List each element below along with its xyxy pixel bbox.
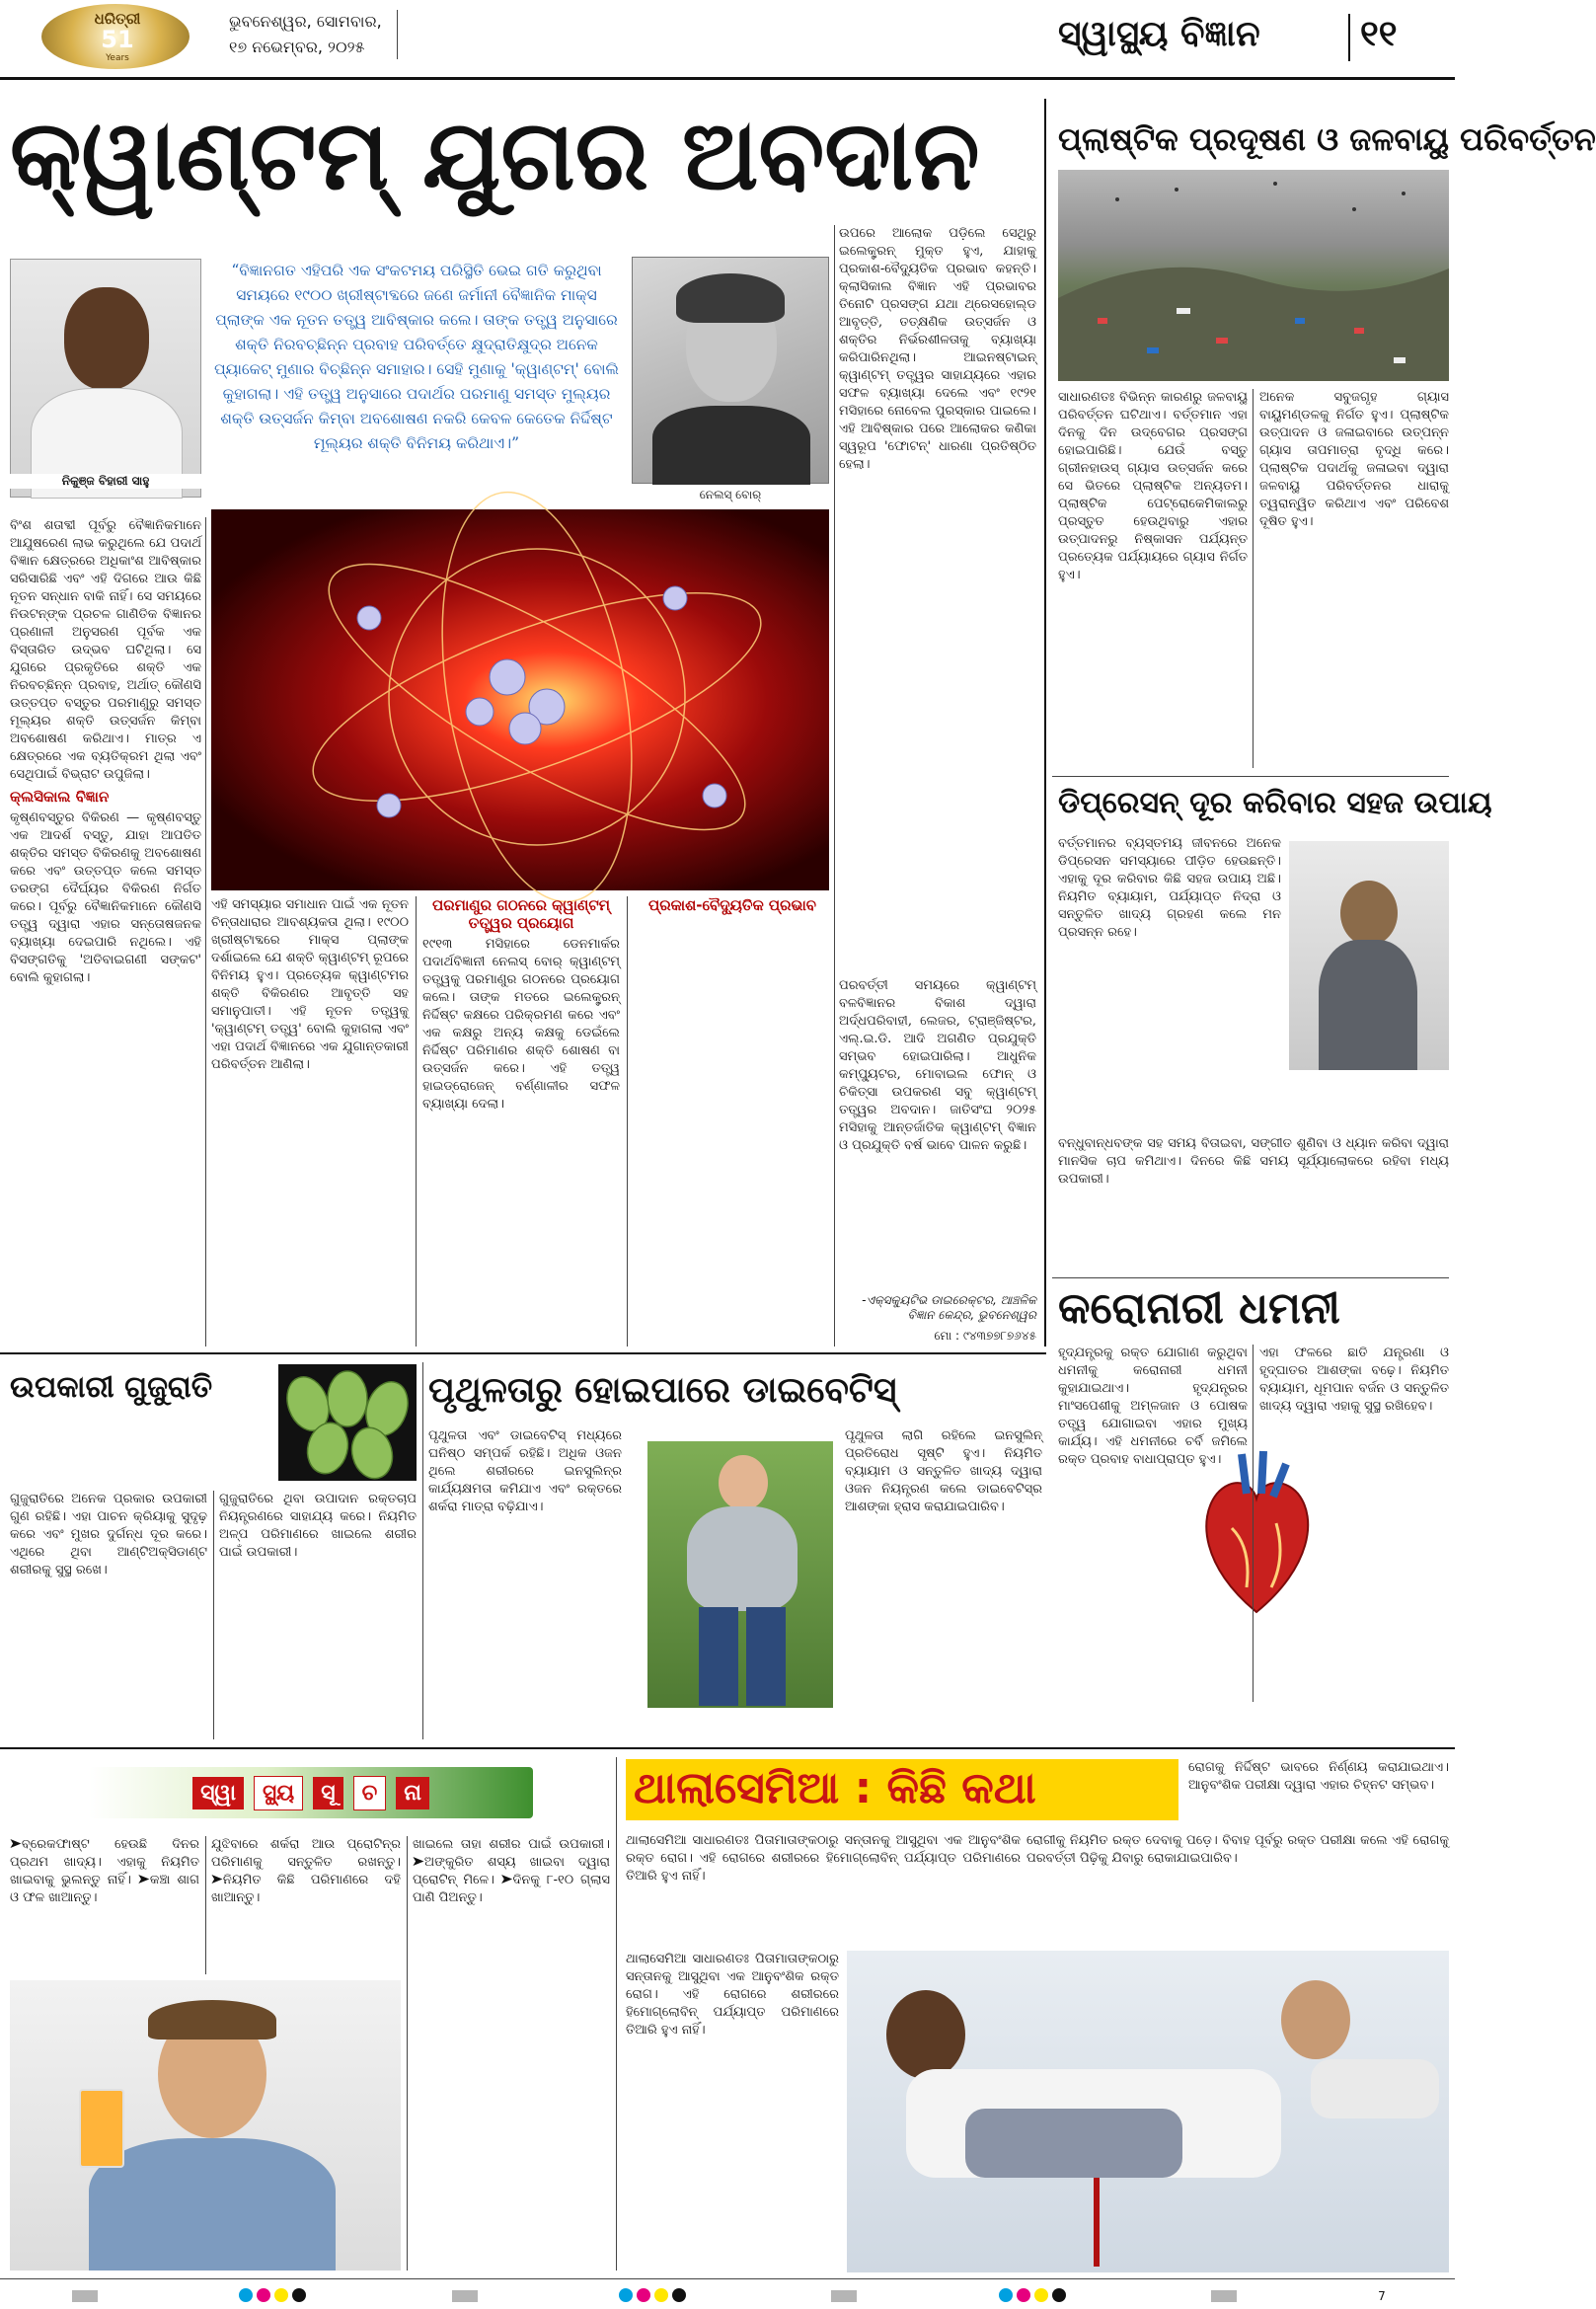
tips-col1 — [10, 1836, 199, 1974]
thal-col1 — [626, 1832, 1021, 1945]
tips-col2-para: ଯୁଝିବାରେ ଶର୍କରା ଆଉ ପ୍ରୋଟିନ୍‌ର ପରିମାଣକୁ ସନ୍ତୁଳିତ ରଖନ୍ତୁ। ➤ନିୟମିତ କିଛି ପରିମାଣରେ ଦହି ଖାଆନ୍ତୁ। — [211, 1837, 401, 1905]
tips-badge-char-1: ସ୍ୱା — [192, 1777, 244, 1809]
bohr-photo — [632, 257, 829, 484]
thal-photo — [847, 1951, 1449, 2272]
plastic-col1 — [1058, 389, 1248, 768]
tips-badge-char-2: ସ୍ଥ୍ୟ — [254, 1776, 303, 1810]
tips-badge — [89, 1767, 533, 1818]
thal-col2 — [1026, 1832, 1449, 1945]
page-mark: 7 — [1378, 2289, 1386, 2303]
diabetes-col1 — [428, 1427, 622, 1739]
section-title: ସ୍ୱାସ୍ଥ୍ୟ ବିଜ୍ଞାନ — [1058, 14, 1260, 54]
lead-col1b-para: କୃଷ୍ଣବସ୍ତୁର ବିକିରଣ — କୃଷ୍ଣବସ୍ତୁ ଏକ ଆଦର୍ଶ ବସ୍ତୁ, ଯାହା ଆପତିତ ଶକ୍ତିର ସମସ୍ତ ବିକିରଣକୁ ଅବଶୋଷଣ କରେ ଏବଂ ଉତ୍ତପ୍ତ କଲେ ସମସ୍ତ ତରଙ୍ଗ ଦୈର୍ଘ୍ୟର ବିକିରଣ ନିର୍ଗତ କରେ। ପୂର୍ବରୁ ବୈଜ୍ଞାନିକମାନେ କୌଣସି ତତ୍ତ୍ୱ ଦ୍ୱାରା ଏହାର ସନ୍ତୋଷଜନକ ବ୍ୟାଖ୍ୟା ଦେଇପାରି ନଥିଲେ। ଏହି ବିସଙ୍ଗତିକୁ 'ଅତିବାଇଗଣୀ ସଙ୍କଟ' ବୋଲି କୁହାଗଲା। — [10, 810, 201, 985]
plastic-headline: ପ୍ଲାଷ୍ଟିକ ପ୍ରଦୂଷଣ ଓ ଜଳବାୟୁ ପରିବର୍ତ୍ତନ — [1058, 120, 1596, 158]
author-photo — [10, 259, 201, 498]
lead-col4-lower — [634, 896, 831, 1347]
corona-headline: କରୋନାରୀ ଧମନୀ — [1058, 1283, 1340, 1334]
author-caption: ନିକୁଞ୍ଜ ବିହାରୀ ସାହୁ — [10, 474, 201, 489]
plastic-col2 — [1259, 389, 1449, 768]
bohr-caption: ନେଲସ୍ ବୋର୍ — [699, 488, 762, 501]
lead-col2 — [211, 896, 409, 1347]
corona-col2-para: ଏହା ଫଳରେ ଛାତି ଯନ୍ତ୍ରଣା ଓ ହୃଦ୍‌ଘାତର ଆଶଙ୍କା ବଢ଼େ। ନିୟମିତ ବ୍ୟାୟାମ, ଧୂମପାନ ବର୍ଜନ ଓ ସନ୍ତୁଳିତ ଖାଦ୍ୟ ଦ୍ୱାରା ଏହାକୁ ସୁସ୍ଥ ରଖିହେବ। — [1259, 1346, 1449, 1414]
lead-subhead1: କ୍ଲସିକାଲ ବିଜ୍ଞାନ — [10, 788, 110, 806]
depression-col2-para: ବନ୍ଧୁବାନ୍ଧବଙ୍କ ସହ ସମୟ ବିତାଇବା, ସଙ୍ଗୀତ ଶୁଣିବା ଓ ଧ୍ୟାନ କରିବା ଦ୍ୱାରା ମାନସିକ ଚାପ କମିଥାଏ। ଦିନରେ କିଛି ସମୟ ସୂର୍ଯ୍ୟାଲୋକରେ ରହିବା ମଧ୍ୟ ଉପକାରୀ। — [1058, 1136, 1449, 1187]
lead-phone: ମୋ : ୯୪୩୭୭୮୭୬୪୫ — [934, 1329, 1036, 1343]
cardamom-col1-para: ଗୁଜୁରାତିରେ ଅନେକ ପ୍ରକାର ଉପକାରୀ ଗୁଣ ରହିଛି। ଏହା ପାଚନ କ୍ରିୟାକୁ ସୁଦୃଢ଼ କରେ ଏବଂ ମୁଖର ଦୁର୍ଗନ୍ଧ ଦୂର କରେ। ଏଥିରେ ଥିବା ଆଣ୍ଟିଅକ୍ସିଡାଣ୍ଟ ଶରୀରକୁ ସୁସ୍ଥ ରଖେ। — [10, 1492, 207, 1578]
lead-col2-para: ଏହି ସମସ୍ୟାର ସମାଧାନ ପାଇଁ ଏକ ନୂତନ ଚିନ୍ତାଧାରାର ଆବଶ୍ୟକତା ଥିଲା। ୧୯୦୦ ଖ୍ରୀଷ୍ଟାବ୍ଦରେ ମାକ୍ସ ପ୍ଲାଙ୍କ ଦର୍ଶାଇଲେ ଯେ ଶକ୍ତି କ୍ୱାଣ୍ଟମ୍ ରୂପରେ ବିନିମୟ ହୁଏ। ପ୍ରତ୍ୟେକ କ୍ୱାଣ୍ଟମର ଶକ୍ତି ବିକିରଣର ଆବୃତ୍ତି ସହ ସମାନୁପାତୀ। ଏହି ନୂତନ ତତ୍ତ୍ୱକୁ 'କ୍ୱାଣ୍ଟମ୍ ତତ୍ତ୍ୱ' ବୋଲି କୁହାଗଲା ଏବଂ ଏହା ପଦାର୍ଥ ବିଜ୍ଞାନରେ ଏକ ଯୁଗାନ୍ତକାରୀ ପରିବର୍ତ୍ତନ ଆଣିଲା। — [211, 897, 409, 1072]
depression-headline: ଡିପ୍ରେସନ୍ ଦୂର କରିବାର ସହଜ ଉପାୟ — [1058, 786, 1492, 820]
thal-col3-para: ଥାଲାସେମିଆ ସାଧାରଣତଃ ପିତାମାତାଙ୍କଠାରୁ ସନ୍ତାନକୁ ଆସୁଥିବା ଏକ ଆନୁବଂଶିକ ରକ୍ତ ରୋଗ। ଏହି ରୋଗରେ ଶରୀରରେ ହିମୋଗ୍ଲୋବିନ୍ ପର୍ଯ୍ୟାପ୍ତ ପରିମାଣରେ ତିଆରି ହୁଏ ନାହିଁ। — [626, 1952, 839, 2038]
depression-col1 — [1058, 835, 1281, 1131]
lead-subhead3: ପ୍ରକାଶ-ବୈଦ୍ୟୁତିକ ପ୍ରଭାବ — [648, 896, 816, 914]
masthead — [0, 0, 1455, 79]
logo-number: 51 — [101, 26, 134, 53]
corona-col1-para: ହୃଦ୍‌ଯନ୍ତ୍ରକୁ ରକ୍ତ ଯୋଗାଣ କରୁଥିବା ଧମନୀକୁ କରୋନାରୀ ଧମନୀ କୁହାଯାଇଥାଏ। ହୃଦ୍‌ଯନ୍ତ୍ରର ମାଂସପେଶୀକୁ ଅମ୍ଳଜାନ ଓ ପୋଷକ ତତ୍ତ୍ୱ ଯୋଗାଇବା ଏହାର ମୁଖ୍ୟ କାର୍ଯ୍ୟ। ଏହି ଧମନୀରେ ଚର୍ବି ଜମିଲେ ରକ୍ତ ପ୍ରବାହ ବାଧାପ୍ରାପ୍ତ ହୁଏ। — [1058, 1346, 1248, 1467]
lead-quote: “ବିଜ୍ଞାନଗତ ଏହିପରି ଏକ ସଂକଟମୟ ପରିସ୍ଥିତି ଭେଇ ଗତି କରୁଥିବା ସମୟରେ ୧୯୦୦ ଖ୍ରୀଷ୍ଟାବ୍ଦରେ ଜଣେ ଜର୍ମାନୀ ବୈଜ୍ଞାନିକ ମାକ୍ସ ପ୍ଲାଙ୍କ ଏକ ନୂତନ ତତ୍ତ୍ୱ ଆବିଷ୍କାର କଲେ। ତାଙ୍କ ତତ୍ତ୍ୱ ଅନୁସାରେ ଶକ୍ତି ନିରବଚ୍ଛିନ୍ନ ପ୍ରବାହ ପରିବର୍ତ୍ତେ କ୍ଷୁଦ୍ରାତିକ୍ଷୁଦ୍ର ଅନେକ ପ୍ୟାକେଟ୍ ମୁଣାର ବିଚ୍ଛିନ୍ନ ସମାହାର। ସେହି ମୁଣାକୁ 'କ୍ୱାଣ୍ଟମ୍' ବୋଲି କୁହାଗଲା। ଏହି ତତ୍ତ୍ୱ ଅନୁସାରେ ପଦାର୍ଥର ପରମାଣୁ ସମସ୍ତ ମୁଲ୍ୟର ଶକ୍ତି ଉତ୍ସର୍ଜନ କିମ୍ବା ଅବଶୋଷଣ ନକରି କେବଳ କେତେକ ନିର୍ଦ୍ଦିଷ୍ଟ ମୂଲ୍ୟର ଶକ୍ତି ବିନିମୟ କରିଥାଏ।” — [213, 262, 620, 452]
tips-col1-para: ➤ବ୍ରେକଫାଷ୍ଟ ହେଉଛି ଦିନର ପ୍ରଥମ ଖାଦ୍ୟ। ଏହାକୁ ନିୟମିତ ଖାଇବାକୁ ଭୁଲନ୍ତୁ ନାହିଁ। ➤କଞ୍ଚା ଶାଗ ଓ ଫଳ ଖାଆନ୍ତୁ। — [10, 1837, 199, 1905]
depression-col1-para: ବର୍ତ୍ତମାନର ବ୍ୟସ୍ତମୟ ଜୀବନରେ ଅନେକ ଡିପ୍ରେସନ ସମସ୍ୟାରେ ପୀଡ଼ିତ ହେଉଛନ୍ତି। ଏହାକୁ ଦୂର କରିବାର କିଛି ସହଜ ଉପାୟ ଅଛି। ନିୟମିତ ବ୍ୟାୟାମ, ପର୍ଯ୍ୟାପ୍ତ ନିଦ୍ରା ଓ ସନ୍ତୁଳିତ ଖାଦ୍ୟ ଗ୍ରହଣ କଲେ ମନ ପ୍ରସନ୍ନ ରହେ। — [1058, 836, 1281, 940]
thal-intro — [1188, 1759, 1449, 1824]
plastic-col2-para: ଅନେକ ସବୁଜଗୃହ ଗ୍ୟାସ ବାୟୁମଣ୍ଡଳକୁ ନିର୍ଗତ ହୁଏ। ପ୍ଲାଷ୍ଟିକ ଉତ୍ପାଦନ ଓ ଜଳାଇବାରେ ଉତ୍ପନ୍ନ ଗ୍ୟାସ ତାପମାତ୍ରା ବୃଦ୍ଧି କରେ। ପ୍ଲାଷ୍ଟିକ ପଦାର୍ଥକୁ ଜଳାଇବା ଦ୍ୱାରା ଜଳବାୟୁ ପରିବର୍ତ୍ତନର ଧାରାକୁ ତ୍ୱରାନ୍ୱିତ କରିଥାଏ ଏବଂ ପରିବେଶ ଦୂଷିତ ହୁଏ। — [1259, 390, 1449, 529]
masthead-rule — [0, 77, 1455, 80]
cardamom-headline: ଉପକାରୀ ଗୁଜୁରାତି — [10, 1370, 213, 1405]
cardamom-col2-para: ଗୁଜୁରାତିରେ ଥିବା ଉପାଦାନ ରକ୍ତଚାପ ନିୟନ୍ତ୍ରଣରେ ସାହାଯ୍ୟ କରେ। ନିୟମିତ ଅଳ୍ପ ପରିମାଣରେ ଖାଇଲେ ଶରୀର ପାଇଁ ଉପକାରୀ। — [219, 1492, 417, 1560]
diabetes-col1-para: ପୃଥୁଳତା ଏବଂ ଡାଇବେଟିସ୍ ମଧ୍ୟରେ ଘନିଷ୍ଠ ସମ୍ପର୍କ ରହିଛି। ଅଧିକ ଓଜନ ଥିଲେ ଶରୀରରେ ଇନସୁଲିନ୍‌ର କାର୍ଯ୍ୟକ୍ଷମତା କମିଯାଏ ଏବଂ ରକ୍ତରେ ଶର୍କରା ମାତ୍ରା ବଢ଼ିଯାଏ। — [428, 1428, 622, 1514]
lead-byline: -ଏକ୍ସକ୍ୟୁଟିଭ ଡାଇରେକ୍ଟର, ଆଞ୍ଚଳିକ ବିଜ୍ଞାନ କେନ୍ଦ୍ର, ଭୁବନେଶ୍ୱର — [862, 1293, 1036, 1322]
cardamom-col2 — [219, 1491, 417, 1739]
print-registration-marks — [0, 2286, 1455, 2306]
tips-col3-para: ଖାଇଲେ ତାହା ଶରୀର ପାଇଁ ଉପକାରୀ। ➤ଅଙ୍କୁରିତ ଶସ୍ୟ ଖାଇବା ଦ୍ୱାରା ପ୍ରୋଟିନ୍ ମିଳେ। ➤ଦିନକୁ ୮-୧୦ ଗ୍ଲାସ ପାଣି ପିଅନ୍ତୁ। — [413, 1837, 610, 1905]
corona-col2 — [1259, 1345, 1449, 1702]
cardamom-photo — [278, 1364, 417, 1481]
logo-text: ଧରିତ୍ରୀ — [94, 10, 141, 28]
lead-col3-para: ୧୯୧୩ ମସିହାରେ ଡେନମାର୍କର ପଦାର୍ଥବିଜ୍ଞାନୀ ନେଲସ୍ ବୋର୍ କ୍ୱାଣ୍ଟମ୍ ତତ୍ତ୍ୱକୁ ପରମାଣୁର ଗଠନରେ ପ୍ରୟୋଗ କଲେ। ତାଙ୍କ ମତରେ ଇଲେକ୍ଟ୍ରନ୍ ନିର୍ଦ୍ଦିଷ୍ଟ କକ୍ଷରେ ପରିକ୍ରମଣ କରେ ଏବଂ ଏକ କକ୍ଷରୁ ଅନ୍ୟ କକ୍ଷକୁ ଡେଇଁଲେ ନିର୍ଦ୍ଦିଷ୍ଟ ପରିମାଣର ଶକ୍ତି ଶୋଷଣ ବା ଉତ୍ସର୍ଜନ କରେ। ଏହି ତତ୍ତ୍ୱ ହାଇଡ୍ରୋଜେନ୍ ବର୍ଣ୍ଣାଳୀର ସଫଳ ବ୍ୟାଖ୍ୟା ଦେଲା। — [422, 937, 620, 1112]
logo-sub: Years — [106, 53, 129, 63]
plastic-photo — [1058, 170, 1449, 381]
lead-subhead2: ପରମାଣୁର ଗଠନରେ କ୍ୱାଣ୍ଟମ୍ ତତ୍ତ୍ୱର ପ୍ରୟୋଗ — [432, 896, 610, 932]
atom-illustration — [211, 509, 829, 890]
lead-col5-para: ପରବର୍ତ୍ତୀ ସମୟରେ କ୍ୱାଣ୍ଟମ୍ ବଳବିଜ୍ଞାନର ବିକାଶ ଦ୍ୱାରା ଅର୍ଦ୍ଧପରିବାହୀ, ଲେଜର, ଟ୍ରାଞ୍ଜିଷ୍ଟର, ଏଲ୍.ଇ.ଡି. ଆଦି ଅଗଣିତ ପ୍ରଯୁକ୍ତି ସମ୍ଭବ ହୋଇପାରିଲା। ଆଧୁନିକ କମ୍ପ୍ୟୁଟର, ମୋବାଇଲ ଫୋନ୍ ଓ ଚିକିତ୍ସା ଉପକରଣ ସବୁ କ୍ୱାଣ୍ଟମ୍ ତତ୍ତ୍ୱର ଅବଦାନ। ଜାତିସଂଘ ୨୦୨୫ ମସିହାକୁ ଆନ୍ତର୍ଜାତିକ କ୍ୱାଣ୍ଟମ୍ ବିଜ୍ଞାନ ଓ ପ୍ରଯୁକ୍ତି ବର୍ଷ ଭାବେ ପାଳନ କରୁଛି। — [839, 978, 1036, 1153]
dateline-2: ୧୭ ନଭେମ୍ବର, ୨୦୨୫ — [229, 38, 365, 56]
depression-photo — [1289, 841, 1449, 1070]
tips-col2 — [211, 1836, 401, 1974]
cardamom-pods — [278, 1364, 417, 1481]
diabetes-photo — [647, 1441, 833, 1708]
page-number: ୧୧ — [1360, 14, 1398, 54]
lead-headline: କ୍ୱାଣ୍ଟମ୍ ଯୁଗର ଅବଦାନ — [10, 100, 980, 212]
dateline-1: ଭୁବନେଶ୍ୱର, ସୋମବାର, — [229, 12, 382, 31]
tips-col3 — [413, 1836, 610, 2271]
thal-headline: ଥାଲାସେମିଆ : କିଛି କଥା — [634, 1763, 1036, 1813]
depression-col2 — [1058, 1135, 1449, 1273]
thal-col3 — [626, 1951, 839, 2271]
cardamom-col1 — [10, 1491, 207, 1739]
lead-col1-para: ବିଂଶ ଶତାବ୍ଦୀ ପୂର୍ବରୁ ବୈଜ୍ଞାନିକମାନେ ଆଯୁଷରେଣ ଲାଭ କରୁଥିଲେ ଯେ ପଦାର୍ଥ ବିଜ୍ଞାନ କ୍ଷେତ୍ରରେ ଅଧିକାଂଶ ଆବିଷ୍କାର ସରିସାରିଛି ଏବଂ ଏହି ଦିଗରେ ଆଉ କିଛି ନୂତନ ସନ୍ଧାନ ବାକି ନାହିଁ। ସେ ସମୟରେ ନିଉଟନ୍‌ଙ୍କ ପ୍ରଚଳ ଗାଣିତିକ ବିଜ୍ଞାନର ପ୍ରଣାଳୀ ଅନୁସରଣ ପୂର୍ବକ ଏକ ବିସ୍ତାରିତ ଉଦ୍ଭବ ଘଟିଥିଲା। ସେ ଯୁଗରେ ପ୍ରକୃତିରେ ଶକ୍ତି ଏକ ନିରବଚ୍ଛିନ୍ନ ପ୍ରବାହ, ଅର୍ଥାତ୍ କୌଣସି ଉତ୍ତପ୍ତ ବସ୍ତୁର ପରମାଣୁରୁ ସମସ୍ତ ମୂଲ୍ୟର ଶକ୍ତି ଉତ୍ସର୍ଜନ କିମ୍ବା ଅବଶୋଷଣ କରିଥାଏ। ମାତ୍ର ଏ କ୍ଷେତ୍ରରେ ଏକ ବ୍ୟତିକ୍ରମ ଥିଲା ଏବଂ ସେଥିପାଇଁ ବିଭ୍ରାଟ ଉପୁଜିଲା। — [10, 518, 201, 782]
diabetes-col2 — [845, 1427, 1042, 1739]
lead-col4-para: ଉପରେ ଆଲୋକ ପଡ଼ିଲେ ସେଥିରୁ ଇଲେକ୍ଟ୍ରନ୍ ମୁକ୍ତ ହୁଏ, ଯାହାକୁ ପ୍ରକାଶ-ବୈଦ୍ୟୁତିକ ପ୍ରଭାବ କହନ୍ତି। କ୍ଲାସିକାଲ ବିଜ୍ଞାନ ଏହି ପ୍ରଭାବର ତିନୋଟି ପ୍ରସଙ୍ଗ ଯଥା ଥ୍ରେସହୋଲ୍ଡ ଆବୃତ୍ତି, ତତ୍କ୍ଷଣିକ ଉତ୍ସର୍ଜନ ଓ ଶକ୍ତିର ନିର୍ଭରଶୀଳତାକୁ ବ୍ୟାଖ୍ୟା କରିପାରିନଥିଲା। ଆଇନଷ୍ଟାଇନ୍ କ୍ୱାଣ୍ଟମ୍ ତତ୍ତ୍ୱର ସାହାଯ୍ୟରେ ଏହାର ସଫଳ ବ୍ୟାଖ୍ୟା ଦେଲେ ଏବଂ ୧୯୨୧ ମସିହାରେ ନୋବେଲ ପୁରସ୍କାର ପାଇଲେ। ଏହି ଆବିଷ୍କାର ପରେ ଆଲୋକର କଣିକା ସ୍ୱରୂପ 'ଫୋଟନ୍' ଧାରଣା ପ୍ରତିଷ୍ଠିତ ହେଲା। — [839, 226, 1036, 472]
plastic-col1-para: ସାଧାରଣତଃ ବିଭିନ୍ନ କାରଣରୁ ଜଳବାୟୁ ପରିବର୍ତ୍ତନ ଘଟିଥାଏ। ବର୍ତ୍ତମାନ ଏହା ଦିନକୁ ଦିନ ଉଦ୍‌ବେଗର ପ୍ରସଙ୍ଗ ହୋଇପାରିଛି। ଯେଉଁ ବସ୍ତୁ ଗ୍ରୀନହାଉସ୍ ଗ୍ୟାସ ଉତ୍ସର୍ଜନ କରେ ସେ ଭିତରେ ପ୍ଲାଷ୍ଟିକ ଅନ୍ୟତମ। ପ୍ଲାଷ୍ଟିକ ପେଟ୍ରୋକେମିକାଲରୁ ପ୍ରସ୍ତୁତ ହେଉଥିବାରୁ ଏହାର ଉତ୍ପାଦନରୁ ନିଷ୍କାସନ ପର୍ଯ୍ୟନ୍ତ ପ୍ରତ୍ୟେକ ପର୍ଯ୍ୟାୟରେ ଗ୍ୟାସ ନିର୍ଗତ ହୁଏ। — [1058, 390, 1248, 582]
thal-col1-para: ଥାଲାସେମିଆ ସାଧାରଣତଃ ପିତାମାତାଙ୍କଠାରୁ ସନ୍ତାନକୁ ଆସୁଥିବା ଏକ ଆନୁବଂଶିକ ରକ୍ତ ରୋଗ। ଏହି ରୋଗରେ ଶରୀରରେ ହିମୋଗ୍ଲୋବିନ୍ ପର୍ଯ୍ୟାପ୍ତ ପରିମାଣରେ ତିଆରି ହୁଏ ନାହିଁ। — [626, 1833, 1021, 1884]
thal-col2-para: ରୋଗୀକୁ ନିୟମିତ ରକ୍ତ ଦେବାକୁ ପଡ଼େ। ବିବାହ ପୂର୍ବରୁ ରକ୍ତ ପରୀକ୍ଷା କଲେ ଏହି ରୋଗକୁ ପରବର୍ତ୍ତୀ ପିଢ଼ିକୁ ଯିବାରୁ ରୋକାଯାଇପାରିବ। — [1026, 1833, 1449, 1866]
lead-col3 — [422, 896, 620, 1347]
lead-col5 — [839, 977, 1036, 1273]
tips-badge-char-3: ସୂ — [313, 1777, 342, 1809]
tips-photo — [10, 1980, 401, 2271]
tips-badge-char-4: ଚ — [353, 1776, 387, 1810]
diabetes-col2-para: ପୃଥୁଳତା ଲାଗି ରହିଲେ ଇନସୁଲିନ୍ ପ୍ରତିରୋଧ ସୃଷ୍ଟି ହୁଏ। ନିୟମିତ ବ୍ୟାୟାମ ଓ ସନ୍ତୁଳିତ ଖାଦ୍ୟ ଦ୍ୱାରା ଓଜନ ନିୟନ୍ତ୍ରଣ କଲେ ଡାଇବେଟିସ୍‌ର ଆଶଙ୍କା ହ୍ରାସ କରାଯାଇପାରିବ। — [845, 1428, 1042, 1514]
tips-badge-char-5: ନା — [396, 1777, 429, 1809]
atom-orbits — [211, 509, 829, 890]
thal-intro-para: ରୋଗକୁ ନିର୍ଦ୍ଦିଷ୍ଟ ଭାବରେ ନିର୍ଣ୍ଣୟ କରାଯାଇଥାଏ। ଆନୁବଂଶିକ ପରୀକ୍ଷା ଦ୍ୱାରା ଏହାର ଚିହ୍ନଟ ସମ୍ଭବ। — [1188, 1760, 1449, 1793]
lead-col1 — [10, 517, 201, 1011]
garbage-heap — [1058, 170, 1449, 381]
diabetes-headline: ପୃଥୁଳତାରୁ ହୋଇପାରେ ଡାଇବେଟିସ୍ — [428, 1370, 897, 1411]
